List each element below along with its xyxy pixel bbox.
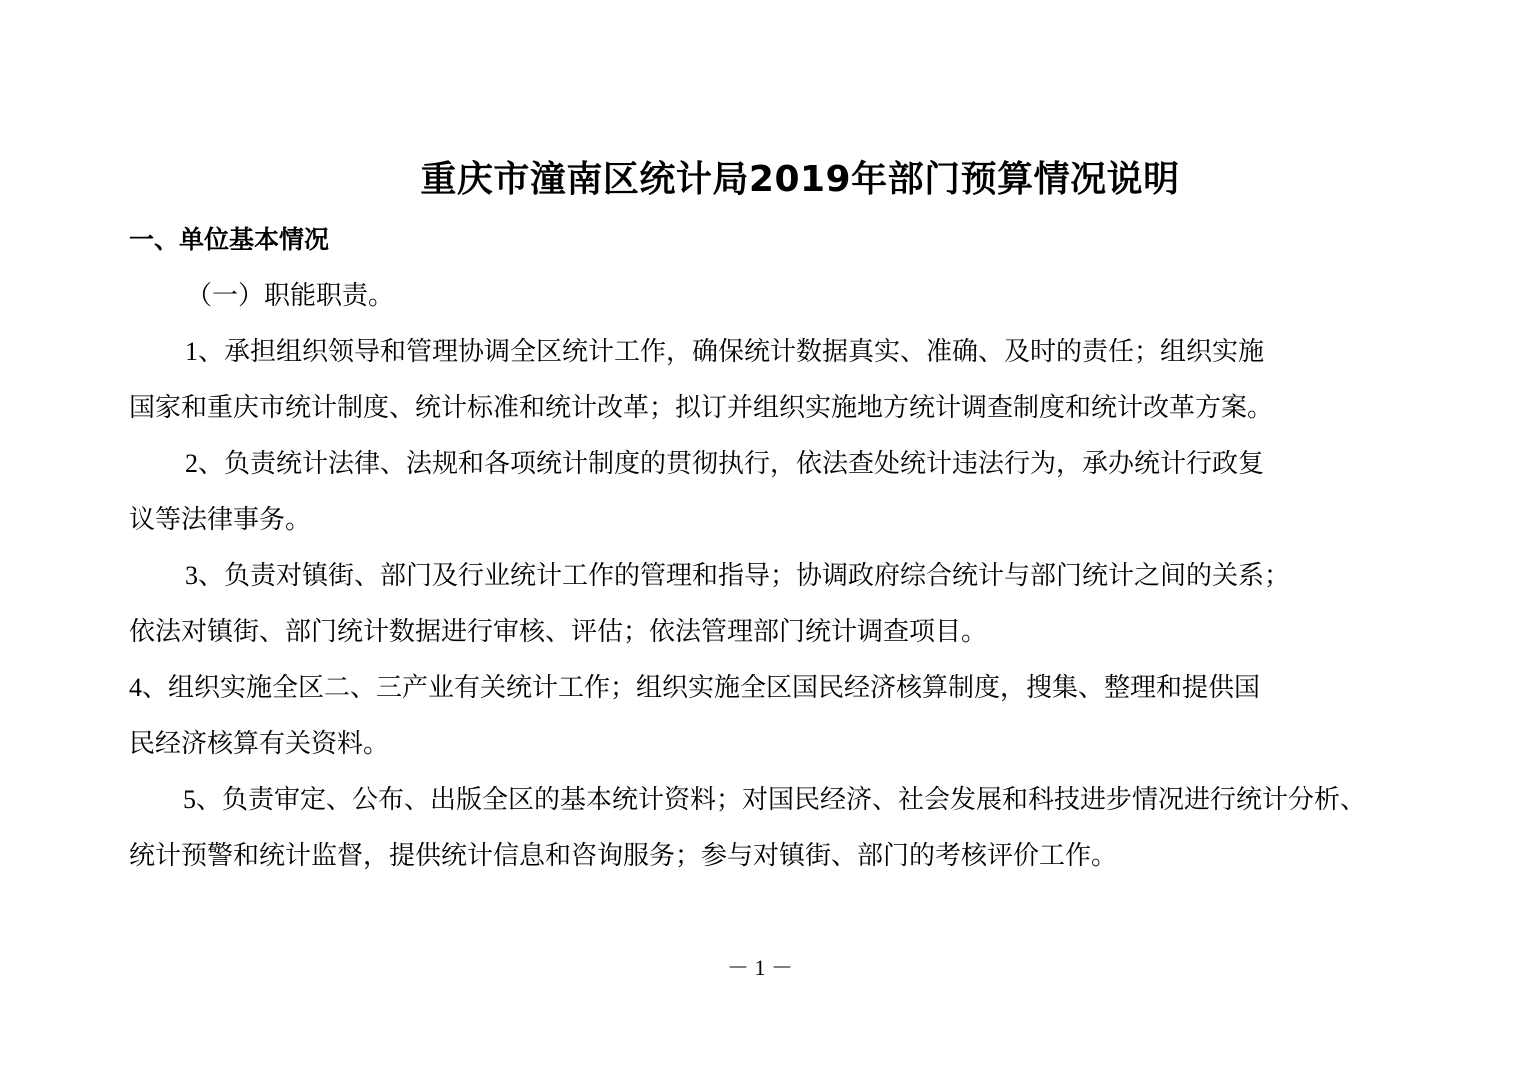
duty-item-2-line-2: 议等法律事务。 — [129, 505, 312, 535]
duty-item-5-line-2: 统计预警和统计监督，提供统计信息和咨询服务；参与对镇街、部门的考核评价工作。 — [129, 841, 1118, 871]
duty-item-2-text-1: 、负责统计法律、法规和各项统计制度的贯彻执行，依法查处统计违法行为，承办统计行政复 — [198, 449, 1265, 479]
duty-item-1-line-2: 国家和重庆市统计制度、统计标准和统计改革；拟订并组织实施地方统计调查制度和统计改革方案。 — [129, 393, 1274, 423]
duty-item-3-line-2: 依法对镇街、部门统计数据进行审核、评估；依法管理部门统计调查项目。 — [129, 617, 988, 647]
duty-item-4-line-1 — [129, 668, 1260, 708]
subsection-heading-duties: （一）职能职责。 — [186, 281, 395, 311]
duty-item-5-number: 5 — [183, 785, 196, 814]
duty-item-2-line-1 — [185, 444, 1264, 484]
duty-item-4-text-1: 、组织实施全区二、三产业有关统计工作；组织实施全区国民经济核算制度，搜集、整理和提供国 — [142, 673, 1261, 703]
duty-item-1-line-1 — [185, 332, 1264, 372]
duty-item-4-line-2: 民经济核算有关资料。 — [129, 729, 390, 759]
page-number: － 1 － — [726, 955, 793, 980]
duty-item-2-number: 2 — [185, 449, 198, 478]
duty-item-3-number: 3 — [185, 561, 198, 590]
section-heading-basic-info: 一、单位基本情况 — [129, 225, 330, 254]
document-title: 重庆市潼南区统计局2019年部门预算情况说明 — [420, 159, 1180, 200]
duty-item-3-line-1 — [185, 556, 1290, 596]
duty-item-4-number: 4 — [129, 673, 142, 702]
duty-item-3-text-1: 、负责对镇街、部门及行业统计工作的管理和指导；协调政府综合统计与部门统计之间的关系； — [198, 561, 1291, 591]
duty-item-5-text-1: 、负责审定、公布、出版全区的基本统计资料；对国民经济、社会发展和科技进步情况进行统计分析、 — [196, 785, 1367, 815]
duty-item-1-text-1: 、承担组织领导和管理协调全区统计工作，确保统计数据真实、准确、及时的责任；组织实施 — [198, 337, 1265, 367]
duty-item-5-line-1 — [183, 780, 1366, 820]
duty-item-1-number: 1 — [185, 337, 198, 366]
